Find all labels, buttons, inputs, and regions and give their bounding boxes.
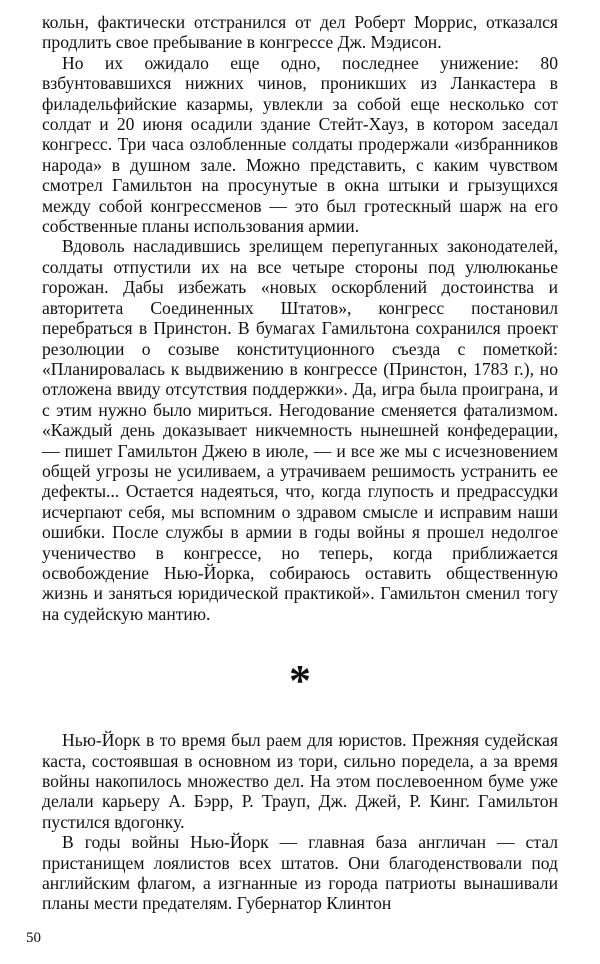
page-body [42, 12, 558, 914]
paragraph: Вдоволь насладившись зрелищем перепуганных законодателей, солдаты отпустили их на все четыре стороны под улюлюканье горожан. Дабы избежать «новых оскорблений достоинства и авторитета Соединенных Штатов», конгресс постановил перебраться в Принстон. В бумагах Гамильтона сохранился проект резолюции о созыве конституционного съезда с пометкой: «Планировалась к выдвижению в конгрессе (Принстон, 1783 г.), но отложена ввиду отсутствия поддержки». Да, игра была проиграна, и с этим нужно было мириться. Негодование сменяется фатализмом. «Каждый день доказывает никчемность нынешней конфедерации, — пишет Гамильтон Джею в июле, — и все же мы с исчезновением общей угрозы не усиливаем, а утрачиваем решимость устранить ее дефекты... Остается надеяться, что, когда глупость и предрассудки исчерпают себя, мы вспомним о здравом смысле и исправим наши ошибки. После службы в армии в годы войны я прошел недолгое ученичество в конгрессе, но теперь, когда приближается освобождение Нью-Йорка, собираюсь оставить общественную жизнь и заняться юридической практикой». Гамильтон сменил тогу на судейскую мантию. [42, 236, 558, 624]
section-separator: * [289, 656, 311, 706]
paragraph: Но их ожидало еще одно, последнее унижение: 80 взбунтовавшихся нижних чинов, проникших из Ланкастера в филадельфийские казармы, увлекли за собой еще несколько сот солдат и 20 июня осадили здание Стейт-Хауз, в котором заседал конгресс. Три часа озлобленные солдаты продержали «избранников народа» в душном зале. Можно представить, с каким чувством смотрел Гамильтон на просунутые в окна штыки и грызущихся между собой конгрессменов — это был гротескный шарж на его собственные планы использования армии. [42, 52, 558, 237]
paragraph: кольн, фактически отстранился от дел Роберт Моррис, отказался продлить свое пребывание в конгрессе Дж. Мэдисон. [42, 12, 558, 53]
paragraph: Нью-Йорк в то время был раем для юристов. Прежняя судейская каста, состоявшая в основном из тори, сильно поредела, а за время войны накопилось множество дел. На этом послевоенном буме уже делали карьеру А. Бэрр, Р. Трауп, Дж. Джей, Р. Кинг. Гамильтон пустился вдогонку. [42, 730, 558, 832]
page-number: 50 [26, 930, 41, 946]
paragraph: В годы войны Нью-Йорк — главная база англичан — стал пристанищем лоялистов всех штатов. Они благоденствовали под английским флагом, а изгнанные из города патриоты вынашивали планы мести предателям. Губернатор Клинтон [42, 832, 558, 914]
